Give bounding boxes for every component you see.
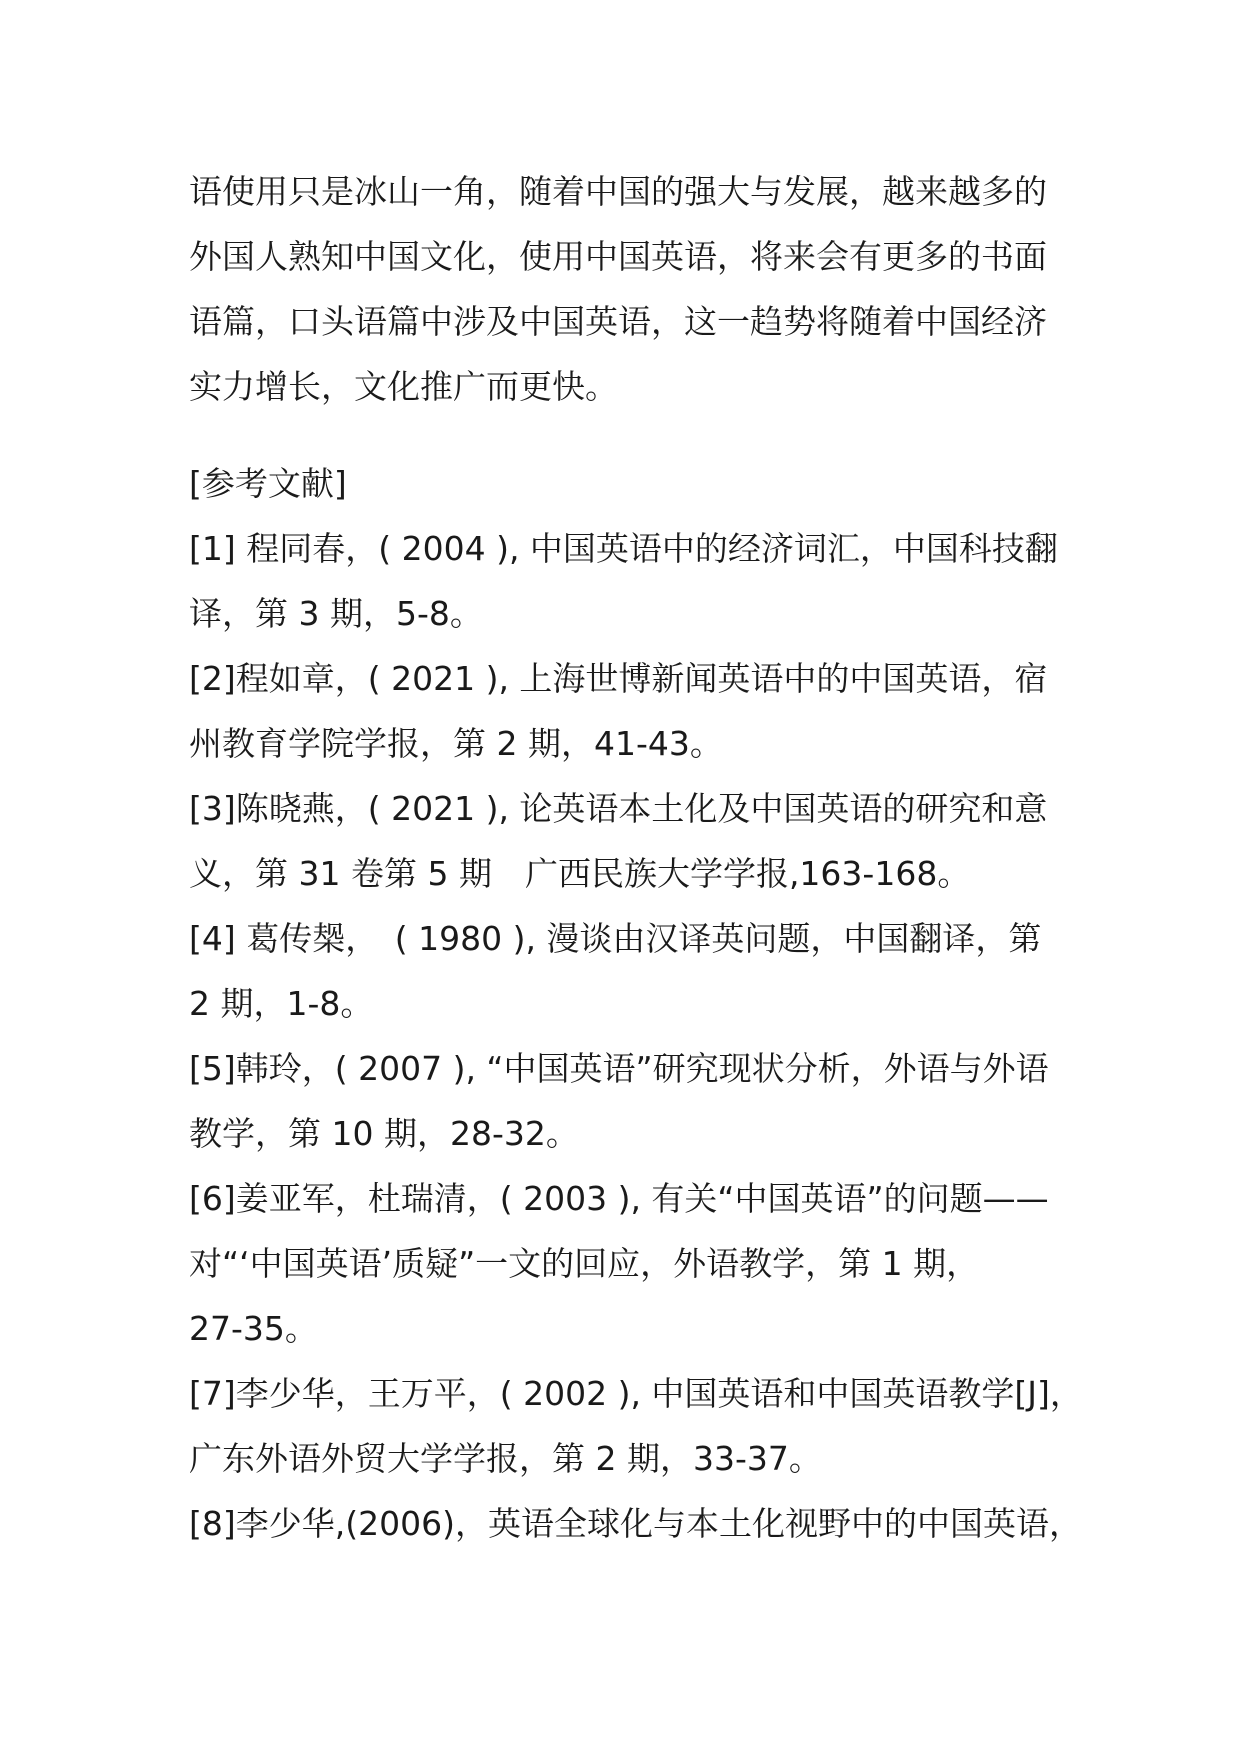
reference-line: [4] 葛传椝， ( 1980 ), 漫谈由汉译英问题，中国翻译，第 bbox=[189, 919, 1042, 958]
reference-list bbox=[189, 516, 1083, 1556]
section-gap bbox=[189, 419, 1069, 451]
reference-line: [7]李少华，王万平，( 2002 ), 中国英语和中国英语教学[J]， bbox=[189, 1374, 1083, 1413]
paragraph-line: 语篇，口头语篇中涉及中国英语，这一趋势将随着中国经济 bbox=[189, 302, 1047, 341]
reference-line: [1] 程同春，( 2004 ), 中国英语中的经济词汇，中国科技翻 bbox=[189, 529, 1058, 568]
paragraph-line: 外国人熟知中国文化，使用中国英语，将来会有更多的书面 bbox=[189, 237, 1047, 276]
reference-line: 对“‘中国英语’质疑”一文的回应，外语教学，第 1 期， bbox=[189, 1244, 980, 1283]
references-heading: [参考文献] bbox=[189, 464, 347, 503]
reference-line: [6]姜亚军，杜瑞清，( 2003 ), 有关“中国英语”的问题—— bbox=[189, 1179, 1049, 1218]
reference-line: [5]韩玲，( 2007 ), “中国英语”研究现状分析，外语与外语 bbox=[189, 1049, 1049, 1088]
reference-line: [2]程如章，( 2021 ), 上海世博新闻英语中的中国英语，宿 bbox=[189, 659, 1048, 698]
paragraph-line: 实力增长，文化推广而更快。 bbox=[189, 367, 618, 406]
reference-line: 27-35。 bbox=[189, 1309, 318, 1348]
reference-line: 2 期，1-8。 bbox=[189, 984, 374, 1023]
reference-line: 教学，第 10 期，28-32。 bbox=[189, 1114, 579, 1153]
page-content bbox=[189, 159, 1083, 1556]
reference-line: 州教育学院学报，第 2 期，41-43。 bbox=[189, 724, 723, 763]
reference-line: 译，第 3 期，5-8。 bbox=[189, 594, 483, 633]
reference-line: 义，第 31 卷第 5 期 广西民族大学学报,163-168。 bbox=[189, 854, 971, 893]
body-paragraph bbox=[189, 159, 1069, 419]
reference-line: 广东外语外贸大学学报，第 2 期，33-37。 bbox=[189, 1439, 822, 1478]
reference-line: [8]李少华,(2006)，英语全球化与本土化视野中的中国英语， bbox=[189, 1504, 1082, 1543]
reference-line: [3]陈晓燕，( 2021 ), 论英语本土化及中国英语的研究和意 bbox=[189, 789, 1048, 828]
paragraph-line: 语使用只是冰山一角，随着中国的强大与发展，越来越多的 bbox=[189, 172, 1047, 211]
